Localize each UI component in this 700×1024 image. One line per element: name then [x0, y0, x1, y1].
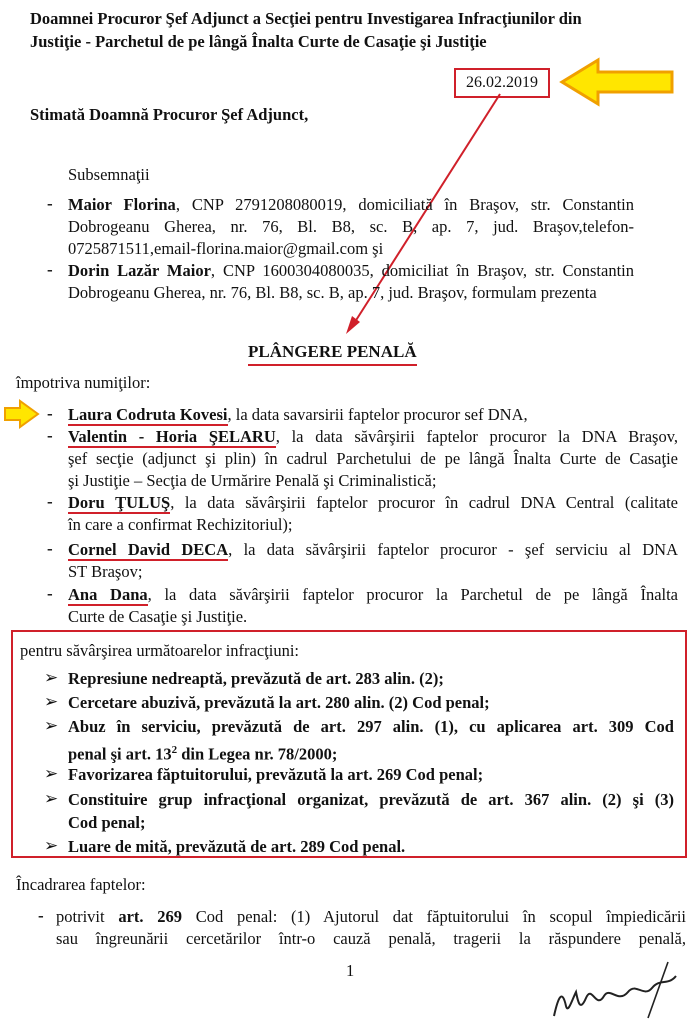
page-number: 1	[346, 961, 355, 980]
offenses-label: pentru săvârşirea următoarelor infracţiuni:	[20, 641, 300, 660]
accused-3-line-2: în care a confirmat Rechizitoriul);	[68, 515, 293, 534]
accused-1-name: Laura Codruta Kovesi	[68, 405, 228, 424]
bullet-dash: -	[47, 426, 53, 445]
bullet-arrow-icon: ➢	[44, 789, 59, 808]
document-title: PLÂNGERE PENALĂ	[248, 340, 417, 366]
incadrare-line-2: sau îngreunării cercetărilor într-o cauză penală, tragerii la răspundere penală,	[56, 929, 686, 948]
bullet-arrow-icon: ➢	[44, 836, 59, 855]
bullet-arrow-icon: ➢	[44, 668, 59, 687]
person-2-line-2: Dobrogeanu Gherea, nr. 76, Bl. B8, sc. B, ap. 7, jud. Braşov, formulam prezenta	[68, 283, 597, 302]
offense-5-line-1: Constituire grup infracţional organizat, prevăzută de art. 367 alin. (2) şi (3)	[68, 790, 674, 809]
addressee-line-1: Doamnei Procuror Şef Adjunct a Secţiei pentru Investigarea Infracţiunilor din	[30, 9, 582, 28]
offense-4: Favorizarea făptuitorului, prevăzută la art. 269 Cod penal;	[68, 765, 484, 784]
bullet-arrow-icon: ➢	[44, 764, 59, 783]
accused-3-line-1: Doru ŢULUŞ, la data săvârşirii faptelor procuror în cadrul DNA Central (calitate	[68, 493, 678, 512]
bullet-arrow-icon: ➢	[44, 716, 59, 735]
offense-2: Cercetare abuzivă, prevăzută la art. 280 alin. (2) Cod penal;	[68, 693, 490, 712]
incadrare-line-1: potrivit art. 269 Cod penal: (1) Ajutorul dat făptuitorului în scopul împiedicării	[56, 907, 686, 926]
person-1-line-2: Dobrogeanu Gherea, nr. 76, Bl. B8, sc. B, ap. 7, jud. Braşov,telefon-	[68, 217, 634, 236]
accused-4-line-2: ST Braşov;	[68, 562, 143, 581]
person-1-line-1: Maior Florina, CNP 2791208080019, domiciliată în Braşov, str. Constantin	[68, 195, 634, 214]
accused-2-line-2: şef secţie (adjunct şi plin) în cadrul Parchetului de pe lângă Înalta Curte de Casaţie	[68, 449, 678, 468]
bullet-dash: -	[47, 260, 53, 279]
offense-5-line-2: Cod penal;	[68, 813, 146, 832]
accused-5-name: Ana Dana	[68, 585, 148, 604]
offense-3-line-2: penal şi art. $13^2$ din Legea nr. 78/2000;	[68, 744, 338, 764]
accused-4-line-1: Cornel David DECA, la data săvârşirii faptelor procuror - şef serviciu al DNA	[68, 540, 678, 559]
addressee-line-2: Justiţie - Parchetul de pe lângă Înalta Curte de Casaţie şi Justiţie	[30, 32, 487, 51]
accused-4-name: Cornel David DECA	[68, 540, 229, 559]
accused-2-line-3: şi Justiţie – Secţia de Urmărire Penală şi Criminalistică;	[68, 471, 437, 490]
person-1-line-3: 0725871511,email-florina.maior@gmail.com şi	[68, 239, 384, 258]
incadrare-label: Încadrarea faptelor:	[16, 875, 146, 894]
bullet-dash: -	[47, 404, 53, 423]
accused-1: Laura Codruta Kovesi, la data savarsirii faptelor procuror sef DNA,	[68, 405, 528, 424]
accused-2-line-1: Valentin - Horia ŞELARU, la data săvârşirii faptelor procuror la DNA Braşov,	[68, 427, 678, 446]
greeting: Stimată Doamnă Procuror Şef Adjunct,	[30, 105, 309, 124]
accused-3-name: Doru ŢULUŞ	[68, 493, 171, 512]
accused-5-line-2: Curte de Casaţie şi Justiţie.	[68, 607, 248, 626]
bullet-dash: -	[38, 906, 44, 925]
offense-3-line-1: Abuz în serviciu, prevăzută de art. 297 alin. (1), cu aplicarea art. 309 Cod	[68, 717, 674, 736]
date-box: 26.02.2019	[454, 68, 550, 98]
person-1-name: Maior Florina	[68, 195, 176, 214]
bullet-dash: -	[47, 584, 53, 603]
offense-6: Luare de mită, prevăzută de art. 289 Cod penal.	[68, 837, 406, 856]
against-label: împotriva numiţilor:	[16, 373, 151, 392]
bullet-dash: -	[47, 492, 53, 511]
accused-2-name: Valentin - Horia ŞELARU	[68, 427, 276, 446]
bullet-dash: -	[47, 194, 53, 213]
subsemnatii-label: Subsemnaţii	[68, 165, 150, 184]
bullet-arrow-icon: ➢	[44, 692, 59, 711]
person-2-name: Dorin Lazăr Maior	[68, 261, 211, 280]
offense-1: Represiune nedreaptă, prevăzută de art. 283 alin. (2);	[68, 669, 444, 688]
yellow-arrow-icon	[2, 399, 42, 429]
bullet-dash: -	[47, 539, 53, 558]
person-2-line-1: Dorin Lazăr Maior, CNP 1600304080035, domiciliat în Braşov, str. Constantin	[68, 261, 634, 280]
accused-5-line-1: Ana Dana, la data săvârşirii faptelor procuror la Parchetul de pe lângă Înalta	[68, 585, 679, 604]
signature	[548, 958, 688, 1024]
